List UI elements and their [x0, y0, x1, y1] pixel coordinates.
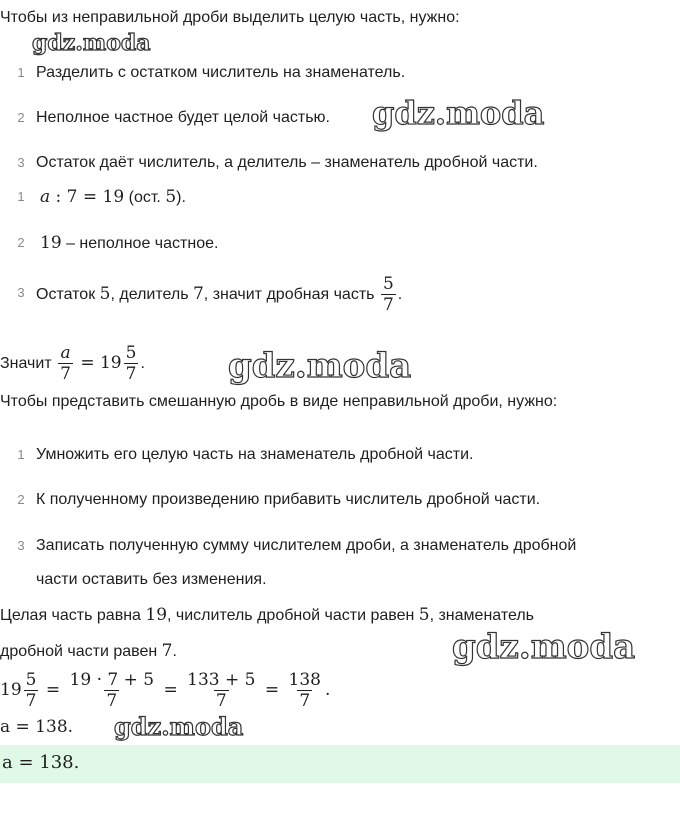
step-number: 2	[17, 110, 25, 125]
step-text: Умножить его целую часть на знаменатель дробной части.	[36, 446, 474, 463]
watermark-2: gdz.moda	[372, 94, 545, 132]
calc-step-content	[40, 186, 186, 209]
text: Значит	[0, 355, 57, 372]
equals-sign: =	[264, 680, 280, 700]
fraction	[24, 670, 39, 711]
step-text: К полученному произведению прибавить числитель дробной части.	[36, 491, 541, 508]
fraction	[58, 343, 73, 384]
step-text: Разделить с остатком числитель на знаменатель.	[36, 64, 406, 81]
text: .	[397, 286, 403, 303]
numerator	[58, 343, 72, 363]
answer-text: a = 138.	[2, 752, 80, 773]
paragraph-line-1	[0, 604, 534, 627]
step-number: 3	[17, 285, 25, 300]
fraction	[185, 670, 257, 711]
numerator: 133 + 5	[187, 670, 256, 690]
intro-text-2: Чтобы представить смешанную дробь в виде неправильной дроби, нужно:	[0, 393, 558, 410]
text: , числитель дробной части равен	[167, 607, 419, 624]
paragraph-line-2	[0, 640, 177, 663]
result-line: a = 138.	[0, 717, 74, 737]
fraction	[287, 670, 323, 711]
intro-text-1: Чтобы из неправильной дроби выделить целую часть, нужно:	[0, 9, 460, 26]
numerator: 138	[288, 670, 321, 690]
text: дробной части равен	[0, 643, 162, 660]
math-text: 19	[145, 605, 168, 625]
step-text: Остаток даёт числитель, а делитель – знаменатель дробной части.	[36, 154, 538, 171]
text: (ост.	[124, 189, 166, 206]
step-text: Неполное частное будет целой частью.	[36, 109, 330, 126]
calc-step-content	[40, 232, 218, 255]
step-number: 3	[17, 155, 25, 170]
math-text: 5	[99, 284, 111, 304]
numerator: 5	[382, 274, 394, 295]
step-number: 3	[17, 538, 25, 553]
denominator: 7	[215, 691, 227, 711]
text: , делитель	[110, 286, 193, 303]
text: Остаток	[36, 286, 100, 303]
denominator: 7	[125, 364, 137, 385]
text: .	[324, 680, 331, 700]
calc-step-content	[36, 264, 402, 325]
math-text: 19	[40, 233, 62, 253]
step-text: части оставить без изменения.	[36, 571, 267, 588]
watermark-5: gdz.moda	[114, 712, 244, 741]
step-number: 1	[17, 65, 25, 80]
fraction	[68, 670, 157, 711]
math-text: 7	[192, 284, 204, 304]
watermark-4: gdz.moda	[452, 627, 636, 667]
text: , знаменатель	[429, 607, 535, 624]
math-text: = 19	[74, 353, 122, 373]
denominator: 7	[25, 691, 37, 711]
text: , значит дробная часть	[203, 286, 379, 303]
denominator: 7	[60, 364, 71, 385]
answer-box	[0, 745, 680, 783]
equation	[0, 663, 330, 717]
fraction	[381, 274, 396, 315]
step-number: 1	[17, 189, 25, 204]
step-number: 2	[17, 235, 25, 250]
text: ).	[176, 189, 186, 206]
watermark-3: gdz.moda	[228, 346, 412, 386]
text: – неполное частное.	[61, 235, 219, 252]
fraction	[124, 343, 139, 384]
math-expression	[40, 187, 124, 207]
var-a: a	[60, 343, 71, 364]
numerator: 5	[125, 343, 137, 364]
math-text: 7	[161, 641, 173, 661]
step-number: 2	[17, 492, 25, 507]
whole-part: 19	[0, 680, 22, 700]
equals-sign: =	[45, 680, 61, 700]
text: .	[140, 355, 145, 372]
text: .	[172, 643, 177, 660]
text: Целая часть равна	[0, 607, 146, 624]
numerator: 19 · 7 + 5	[69, 670, 155, 690]
denominator: 7	[106, 691, 118, 711]
math-text: : 7 = 19	[50, 187, 125, 207]
math-text: 5	[165, 187, 177, 207]
denominator: 7	[299, 691, 311, 711]
step-number: 1	[17, 447, 25, 462]
math-text: 5	[418, 605, 430, 625]
conclusion	[0, 336, 145, 390]
numerator: 5	[25, 670, 37, 690]
denominator: 7	[382, 295, 394, 316]
var-a: a	[40, 187, 51, 207]
step-text: Записать полученную сумму числителем дроби, а знаменатель дробной	[36, 537, 577, 554]
equals-sign: =	[163, 680, 178, 700]
watermark-1: gdz.moda	[32, 30, 151, 56]
